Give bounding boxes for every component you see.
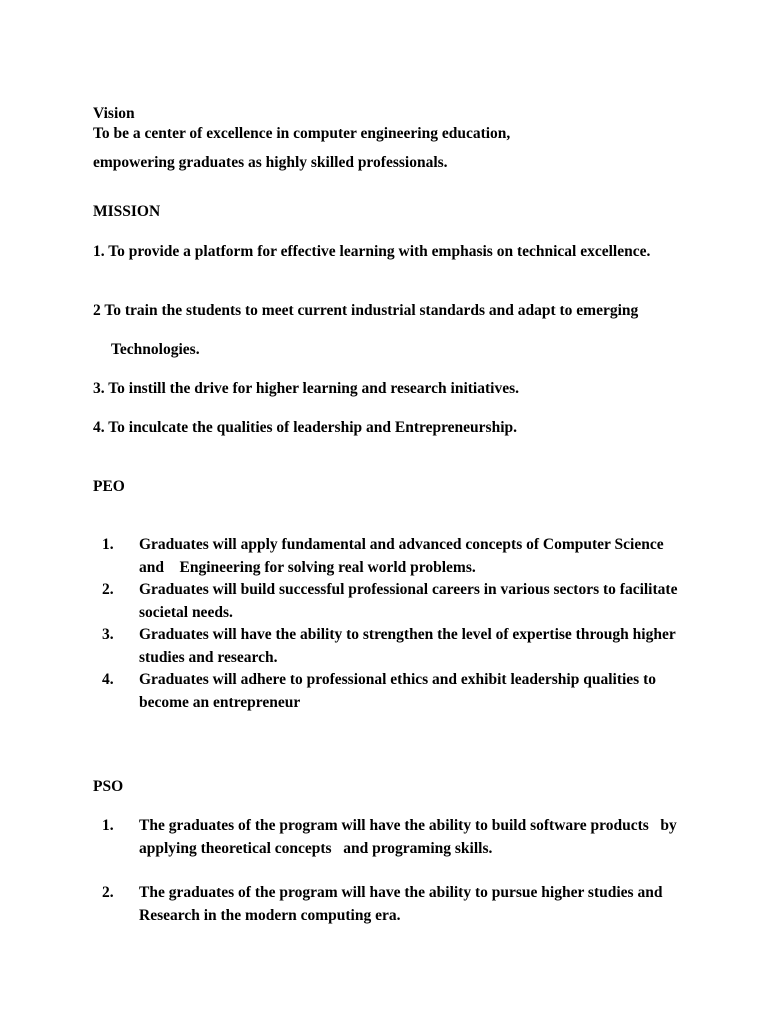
mission-item-2-continued: Technologies. <box>111 341 200 358</box>
pso-heading: PSO <box>93 778 124 795</box>
peo-heading: PEO <box>93 478 125 495</box>
list-number: 2. <box>102 884 114 901</box>
list-number: 1. <box>102 817 114 834</box>
mission-item-2: 2 To train the students to meet current industrial standards and adapt to emerging <box>93 302 639 319</box>
list-text: The graduates of the program will have the ability to pursue higher studies and Research in the modern computing era. <box>139 884 663 924</box>
list-text: The graduates of the program will have the ability to build software products by applying theoretical concepts and programing skills. <box>139 817 681 857</box>
mission-item-4: 4. To inculcate the qualities of leadership and Entrepreneurship. <box>93 419 518 436</box>
vision-line-1: To be a center of excellence in computer engineering education, <box>93 125 511 142</box>
mission-heading: MISSION <box>93 203 161 220</box>
mission-item-1: 1. To provide a platform for effective learning with emphasis on technical excellence. <box>93 243 651 260</box>
list-number: 3. <box>102 626 114 643</box>
peo-list <box>93 534 683 714</box>
list-text: Graduates will adhere to professional ethics and exhibit leadership qualities to become an entrepreneur <box>139 671 656 711</box>
list-number: 4. <box>102 671 114 688</box>
list-number: 1. <box>102 536 114 553</box>
list-text: Graduates will apply fundamental and advanced concepts of Computer Science and Engineering for solving real world problems. <box>139 536 668 576</box>
pso-list <box>93 815 683 860</box>
list-item <box>93 815 683 860</box>
pso-list-continued <box>93 882 683 927</box>
mission-item-3: 3. To instill the drive for higher learning and research initiatives. <box>93 380 519 397</box>
list-item <box>93 882 683 927</box>
list-item <box>93 579 683 624</box>
vision-line-2: empowering graduates as highly skilled professionals. <box>93 154 448 171</box>
list-item <box>93 669 683 714</box>
list-text: Graduates will build successful professional careers in various sectors to facilitate societal needs. <box>139 581 678 621</box>
vision-heading: Vision <box>93 105 135 122</box>
list-text: Graduates will have the ability to strengthen the level of expertise through higher studies and research. <box>139 626 676 666</box>
list-item <box>93 534 683 579</box>
list-item <box>93 624 683 669</box>
list-number: 2. <box>102 581 114 598</box>
